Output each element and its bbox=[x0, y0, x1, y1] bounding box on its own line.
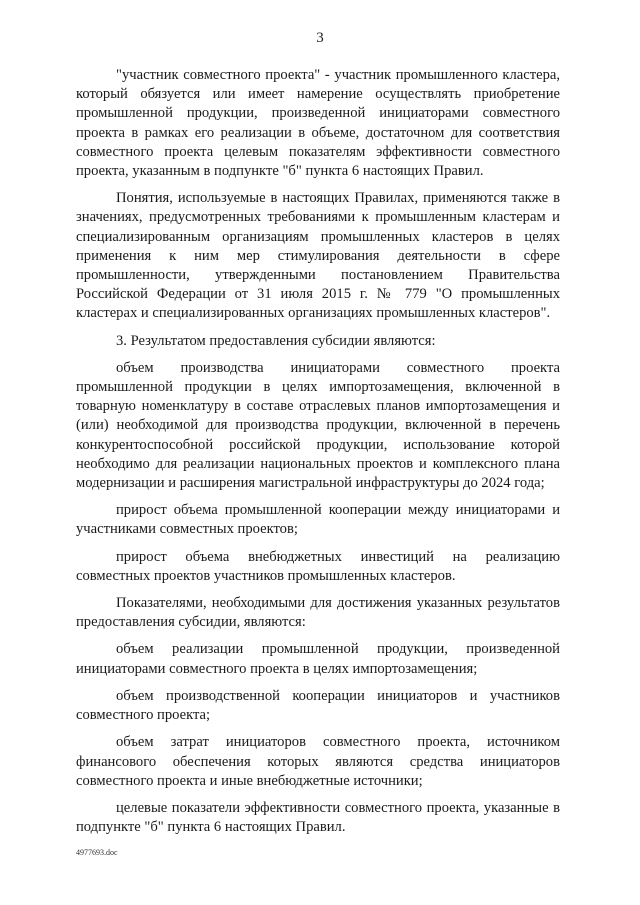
paragraph-participant-definition: "участник совместного проекта" - участник промышленного кластера, который обязуется или имеет намерение осуществлять приобретение промышленной продукции, произведенной инициаторами совместного проекта в рамках его реализации в объеме, достаточном для соответствия совместного проекта целевым показателям эффективности совместного проекта, указанным в подпункте "б" пункта 6 настоящих Правил. bbox=[76, 67, 560, 180]
paragraph-indicators-heading: Показателями, необходимыми для достижения указанных результатов предоставления субсидии, являются: bbox=[76, 595, 560, 631]
paragraph-cooperation-volume: объем производственной кооперации инициаторов и участников совместного проекта; bbox=[76, 687, 560, 724]
paragraph-subsidy-results-heading: 3. Результатом предоставления субсидии являются: bbox=[116, 332, 436, 349]
paragraph-costs-volume: объем затрат инициаторов совместного проекта, источником финансового обеспечения которых являются средства инициаторов совместного проекта и иные внебюджетные источники; bbox=[76, 734, 560, 789]
paragraph-investment-growth: прирост объема внебюджетных инвестиций на реализацию совместных проектов участников промышленных кластеров. bbox=[76, 548, 560, 584]
paragraph-production-volume: объем производства инициаторами совместного проекта промышленной продукции в целях импортозамещения, включенной в товарную номенклатуру в составе отраслевых планов импортозамещения и (или) необходимой для производства продукции, включенной в перечень конкурентоспособной российской продукции, использование которой необходимо для реализации национальных проектов и комплексного плана модернизации и расширения магистральной инфраструктуры до 2024 года; bbox=[76, 359, 560, 492]
document-file-id: 4977693.doc bbox=[76, 848, 118, 857]
page-number: 3 bbox=[316, 30, 324, 46]
document-body bbox=[76, 66, 560, 839]
paragraph-cooperation-growth: прирост объема промышленной кооперации между инициаторами и участниками совместных проектов; bbox=[76, 502, 560, 538]
paragraph-target-indicators: целевые показатели эффективности совместного проекта, указанные в подпункте "б" пункта 6 настоящих Правил. bbox=[76, 799, 560, 836]
paragraph-sales-volume: объем реализации промышленной продукции, произведенной инициаторами совместного проекта в целях импортозамещения; bbox=[76, 641, 560, 677]
paragraph-terms-usage: Понятия, используемые в настоящих Правилах, применяются также в значениях, предусмотренных требованиями к промышленным кластерам и специализированным организациям промышленных кластеров в целях применения к ним мер стимулирования деятельности в сфере промышленности, утвержденными постановлением Правительства Российской Федерации от 31 июля 2015 г. № 779 "О промышленных кластерах и специализированных организациях промышленных кластеров". bbox=[76, 190, 560, 322]
